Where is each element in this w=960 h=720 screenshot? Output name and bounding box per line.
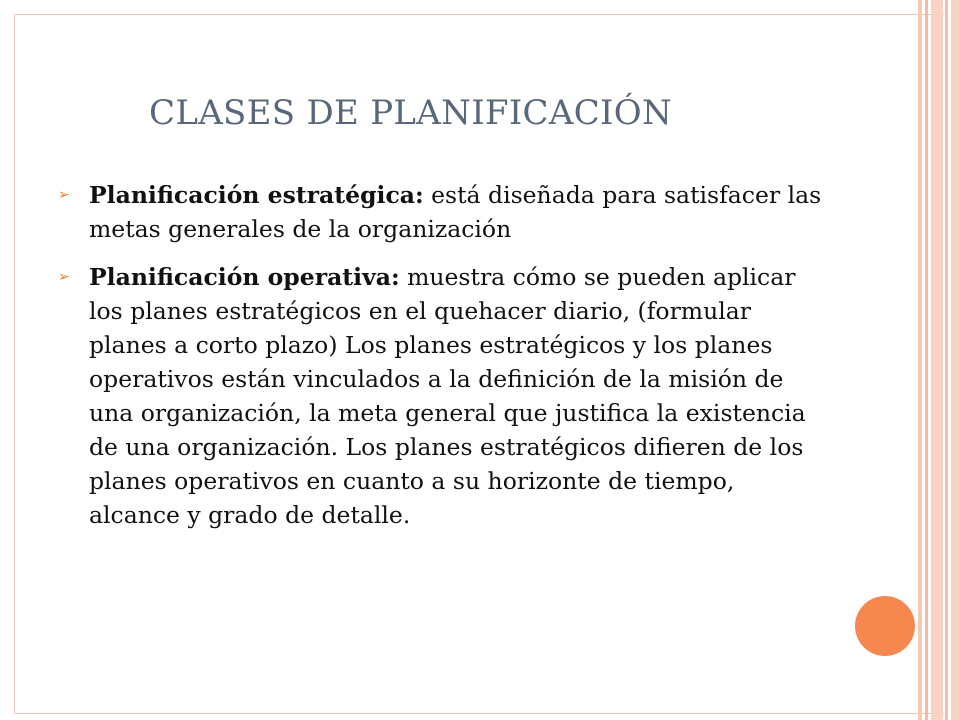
slide-title: CLASES DE PLANIFICACIÓN [149, 93, 672, 133]
item-term: Planificación estratégica: [89, 181, 424, 209]
arrow-bullet-icon: ➢ [58, 187, 70, 203]
item-text: está diseñada para satisfacer las metas generales de la organización [89, 181, 822, 243]
decorative-stripe [918, 0, 922, 720]
list-item [58, 178, 828, 246]
arrow-bullet-icon: ➢ [58, 269, 70, 285]
decorative-stripe [931, 0, 943, 720]
item-text: muestra cómo se pueden aplicar los planes estratégicos en el quehacer diario, (formular planes a corto plazo) Los planes estratégicos y los planes operativos están vinculados a la definición de la misión de una organización, la meta general que justifica la existencia de una organización. Los planes estratégicos difieren de los planes operativos en cuanto a su horizonte de tiempo, alcance y grado de detalle. [89, 263, 806, 529]
item-term: Planificación operativa: [89, 263, 400, 291]
decorative-stripe [951, 0, 960, 720]
list-item [58, 260, 828, 532]
bullet-list [58, 178, 828, 546]
decorative-stripe [925, 0, 928, 720]
decorative-stripe [945, 0, 948, 720]
decorative-circle [855, 596, 915, 656]
